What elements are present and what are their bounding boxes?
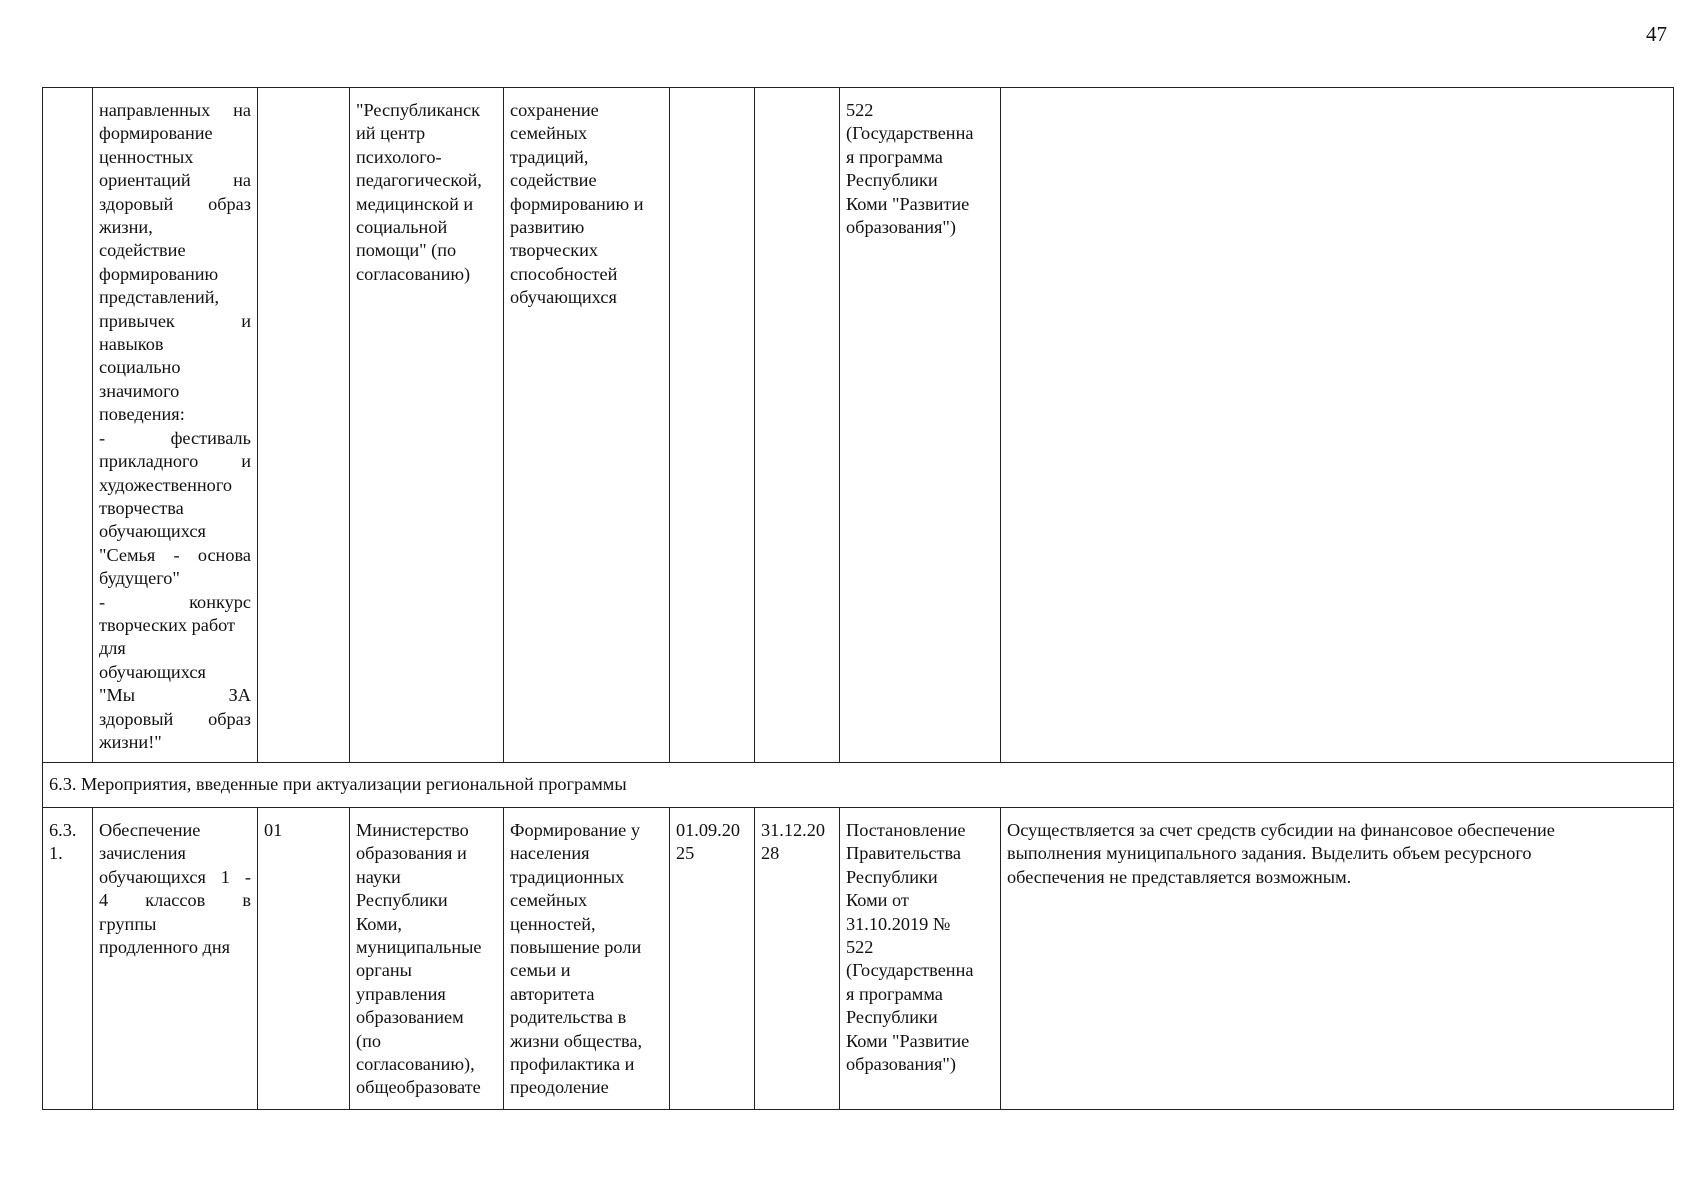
event-line: содействие xyxy=(99,240,186,261)
result-line: традиций, xyxy=(510,146,589,167)
cell-code xyxy=(258,88,350,763)
document-line: Коми от xyxy=(846,890,909,911)
cell-document xyxy=(840,808,1001,1110)
cell-end-date xyxy=(755,808,840,1110)
result-line: сохранение xyxy=(510,100,599,120)
document-line: Правительства xyxy=(846,843,962,864)
cell-result xyxy=(504,88,670,763)
result-line: авторитета xyxy=(510,983,595,1004)
event-line: - фестиваль xyxy=(99,427,251,448)
document-line: Республики xyxy=(846,866,938,887)
executor-line: общеобразовате xyxy=(356,1077,481,1098)
result-line: родительства в xyxy=(510,1007,627,1028)
cell-note xyxy=(1001,88,1674,763)
executor-line: управления xyxy=(356,983,446,1004)
cell-executor xyxy=(350,88,504,763)
cell-number xyxy=(43,808,93,1110)
event-line: обучающихся 1 - xyxy=(99,866,251,887)
executor-line: медицинской и xyxy=(356,193,474,214)
document-line: Постановление xyxy=(846,820,966,840)
cell-start-date xyxy=(670,808,755,1110)
event-line: "Мы ЗА xyxy=(99,685,251,706)
result-line: населения xyxy=(510,843,590,864)
executor-line: ий центр xyxy=(356,123,426,144)
result-line: содействие xyxy=(510,170,597,191)
event-line: обучающихся xyxy=(99,661,206,682)
executor-line: Министерство xyxy=(356,820,469,840)
table-row-section-heading xyxy=(43,763,1674,808)
program-table xyxy=(42,87,1674,1110)
executor-line: органы xyxy=(356,960,412,981)
document-line: Республики xyxy=(846,170,938,191)
event-line: Обеспечение xyxy=(99,820,201,840)
document-line: (Государственна xyxy=(846,123,974,144)
page-number: 47 xyxy=(1646,22,1667,46)
document-line: 31.10.2019 № xyxy=(846,913,951,934)
executor-line: (по xyxy=(356,1030,382,1051)
event-line: жизни, xyxy=(99,217,153,238)
document-line: 522 xyxy=(846,937,874,958)
event-line: навыков xyxy=(99,334,164,355)
cell-code: 01 xyxy=(258,808,350,1110)
result-line: обучающихся xyxy=(510,287,617,308)
number-line: 1. xyxy=(49,843,63,864)
cell-end-date xyxy=(755,88,840,763)
section-heading: 6.3. Мероприятия, введенные при актуализации региональной программы xyxy=(43,763,1674,808)
event-line: прикладного и xyxy=(99,451,251,472)
note-line: выполнения муниципального задания. Выделить объем ресурсного xyxy=(1007,843,1532,864)
event-line: здоровый образ xyxy=(99,708,251,729)
event-line: творческих работ xyxy=(99,614,236,635)
event-line: для xyxy=(99,638,126,659)
number-line: 6.3. xyxy=(49,820,77,840)
event-line: значимого xyxy=(99,380,180,401)
result-line: творческих xyxy=(510,240,599,261)
executor-line: согласованию) xyxy=(356,263,471,284)
result-line: преодоление xyxy=(510,1077,609,1098)
executor-line: образованием xyxy=(356,1007,464,1028)
event-line: формированию xyxy=(99,263,219,284)
event-line: поведения: xyxy=(99,404,185,425)
event-line: направленных на xyxy=(99,100,251,120)
document-line: 522 xyxy=(846,100,874,120)
cell-document xyxy=(840,88,1001,763)
end-date-line: 28 xyxy=(761,843,780,864)
event-line: "Семья - основа xyxy=(99,544,251,565)
executor-line: помощи" (по xyxy=(356,240,457,261)
event-line: зачисления xyxy=(99,843,186,864)
document-line: образования") xyxy=(846,1054,956,1075)
event-line: здоровый образ xyxy=(99,193,251,214)
result-line: развитию xyxy=(510,217,585,238)
result-line: формированию и xyxy=(510,193,644,214)
cell-event xyxy=(93,808,258,1110)
document-line: Республики xyxy=(846,1007,938,1028)
event-line: художественного xyxy=(99,474,233,495)
table-row-continuation xyxy=(43,88,1674,763)
result-line: традиционных xyxy=(510,866,625,887)
executor-line: науки xyxy=(356,866,401,887)
event-line: формирование xyxy=(99,123,213,144)
executor-line: педагогической, xyxy=(356,170,482,191)
executor-line: согласованию), xyxy=(356,1054,475,1075)
event-line: продленного дня xyxy=(99,937,231,958)
note-line: Осуществляется за счет средств субсидии на финансовое обеспечение xyxy=(1007,820,1555,840)
document-line: Коми "Развитие xyxy=(846,193,970,214)
result-line: Формирование у xyxy=(510,820,640,840)
cell-result xyxy=(504,808,670,1110)
cell-number xyxy=(43,88,93,763)
event-line: ценностных xyxy=(99,146,194,167)
result-line: повышение роли xyxy=(510,937,642,958)
event-line: 4 классов в xyxy=(99,890,251,911)
result-line: семейных xyxy=(510,123,588,144)
start-date-line: 25 xyxy=(676,843,695,864)
executor-line: образования и xyxy=(356,843,467,864)
end-date-line: 31.12.20 xyxy=(761,820,825,840)
executor-line: "Республиканск xyxy=(356,100,481,120)
document-line: я программа xyxy=(846,146,943,167)
cell-executor xyxy=(350,808,504,1110)
event-line: привычек и xyxy=(99,310,251,331)
cell-event xyxy=(93,88,258,763)
table-row-6-3-1 xyxy=(43,808,1674,1110)
event-line: социально xyxy=(99,357,181,378)
cell-note xyxy=(1001,808,1674,1110)
start-date-line: 01.09.20 xyxy=(676,820,740,840)
event-line: - конкурс xyxy=(99,591,251,612)
event-line: представлений, xyxy=(99,287,220,308)
executor-line: Республики xyxy=(356,890,448,911)
executor-line: Коми, xyxy=(356,913,402,934)
event-line: творчества xyxy=(99,497,184,518)
result-line: ценностей, xyxy=(510,913,596,934)
event-line: будущего" xyxy=(99,568,180,589)
event-line: группы xyxy=(99,913,157,934)
event-line: обучающихся xyxy=(99,521,206,542)
cell-start-date xyxy=(670,88,755,763)
result-line: жизни общества, xyxy=(510,1030,643,1051)
executor-line: психолого- xyxy=(356,146,442,167)
document-line: я программа xyxy=(846,983,943,1004)
executor-line: социальной xyxy=(356,217,448,238)
result-line: семейных xyxy=(510,890,588,911)
result-line: способностей xyxy=(510,263,618,284)
document-line: Коми "Развитие xyxy=(846,1030,970,1051)
event-line: жизни!" xyxy=(99,731,162,752)
result-line: семьи и xyxy=(510,960,571,981)
event-line: ориентаций на xyxy=(99,170,251,191)
document-line: (Государственна xyxy=(846,960,974,981)
note-line: обеспечения не представляется возможным. xyxy=(1007,866,1352,887)
result-line: профилактика и xyxy=(510,1054,635,1075)
executor-line: муниципальные xyxy=(356,937,482,958)
document-line: образования") xyxy=(846,217,956,238)
